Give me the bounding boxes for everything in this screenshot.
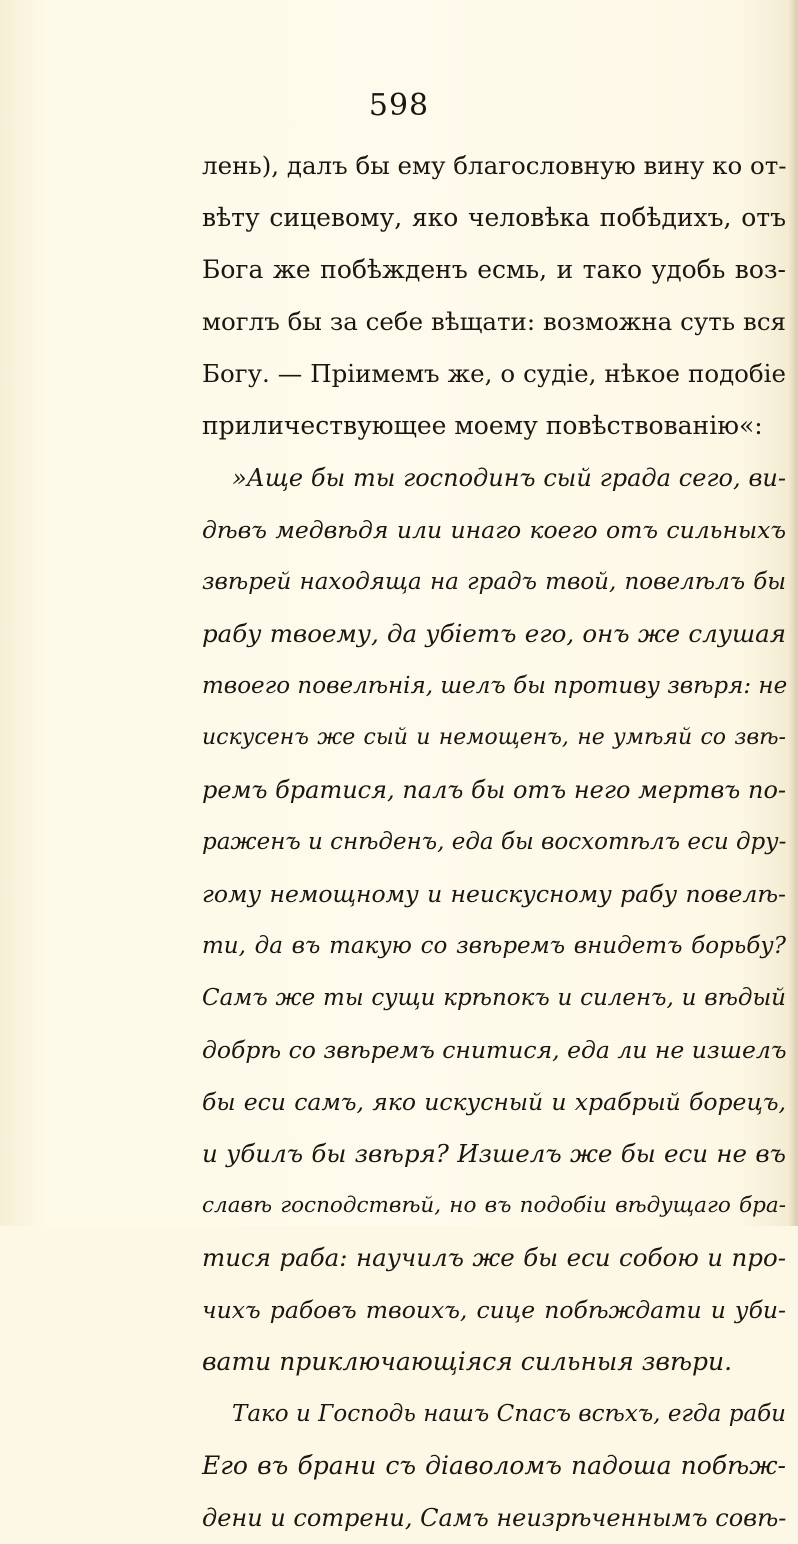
- text-line: твоего повелѣнія, шелъ бы противу звѣря: не: [202, 673, 788, 699]
- text-line: рабу твоему, да убіетъ его, онъ же слушая: [202, 619, 786, 648]
- text-line: »Аще бы ты господинъ сый града сего, ви-: [232, 464, 786, 492]
- text-line: тися раба: научилъ же бы еси собою и про-: [202, 1243, 786, 1272]
- text-line: дѣвъ медвѣдя или инаго коего отъ сильныхъ: [202, 516, 786, 544]
- text-line: Богу. — Пріимемъ же, о судіе, нѣкое подобіе: [202, 359, 786, 388]
- page-edge-shadow: [788, 0, 798, 1226]
- page-number: 598: [368, 88, 430, 123]
- text-line: Самъ же ты сущи крѣпокъ и силенъ, и вѣдый: [202, 985, 786, 1011]
- text-line: Бога же побѣжденъ есмь, и тако удобь воз-: [202, 255, 786, 284]
- text-line: ремъ братися, палъ бы отъ него мертвъ по-: [202, 776, 786, 804]
- text-line: вѣту сицевому, яко человѣка побѣдихъ, отъ: [202, 203, 786, 232]
- text-line: дени и сотрени, Самъ неизрѣченнымъ совѣ-: [202, 1504, 787, 1532]
- text-line: приличествующее моему повѣствованію«:: [202, 411, 763, 440]
- page-text: [202, 140, 786, 1544]
- text-line: лень), далъ бы ему благословную вину ко от-: [202, 151, 787, 180]
- text-line: гому немощному и неискусному рабу повелѣ-: [202, 880, 786, 908]
- text-line: славѣ господствѣй, но въ подобіи вѣдущаго бра-: [202, 1193, 786, 1218]
- text-line: Тако и Господь нашъ Спасъ всѣхъ, егда раби: [232, 1401, 786, 1427]
- text-line: и убилъ бы звѣря? Изшелъ же бы еси не въ: [202, 1139, 786, 1168]
- text-line: вати приключающіяся сильныя звѣри.: [202, 1347, 733, 1376]
- text-line: добрѣ со звѣремъ снитися, еда ли не изшелъ: [202, 1036, 787, 1064]
- text-line: бы еси самъ, яко искусный и храбрый борецъ,: [202, 1088, 786, 1116]
- text-line: звѣрей находяща на градъ твой, повелѣлъ бы: [202, 569, 786, 595]
- text-line: ти, да въ такую со звѣремъ внидетъ борьбу?: [202, 933, 786, 959]
- text-line: раженъ и снѣденъ, еда бы восхотѣлъ еси дру-: [202, 829, 787, 855]
- text-line: Его въ брани съ діаволомъ падоша побѣж-: [202, 1451, 786, 1480]
- text-line: моглъ бы за себе вѣщати: возможна суть вся: [202, 307, 786, 336]
- text-line: чихъ рабовъ твоихъ, сице побѣждати и уби-: [202, 1296, 786, 1324]
- text-line: искусенъ же сый и немощенъ, не умѣяй со звѣ-: [202, 725, 786, 750]
